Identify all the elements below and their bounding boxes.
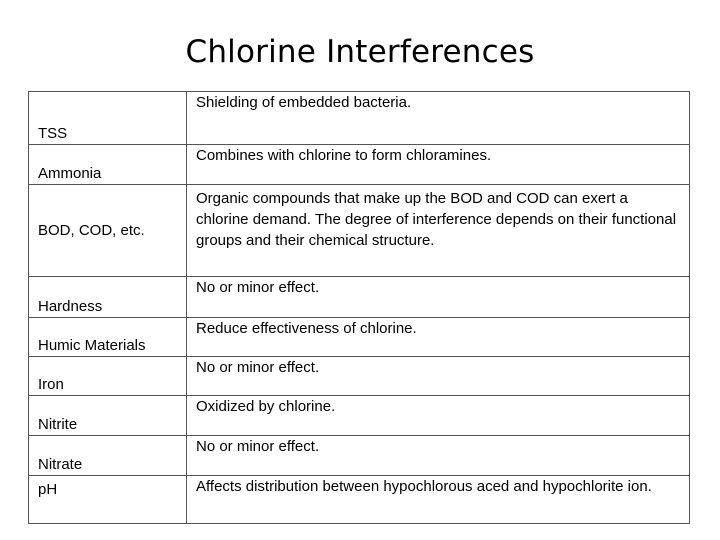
table-row	[29, 476, 690, 524]
table-row	[29, 436, 690, 476]
effect-cell: Oxidized by chlorine.	[187, 396, 690, 436]
substance-cell: pH	[29, 476, 187, 524]
interference-table	[28, 91, 690, 524]
table-row	[29, 277, 690, 318]
substance-cell: Nitrate	[29, 436, 187, 476]
table-row	[29, 318, 690, 357]
table-row	[29, 145, 690, 185]
table-row	[29, 185, 690, 277]
effect-cell: No or minor effect.	[187, 436, 690, 476]
effect-cell: Affects distribution between hypochlorous aced and hypochlorite ion.	[187, 476, 690, 524]
substance-cell: Ammonia	[29, 145, 187, 185]
effect-cell: Organic compounds that make up the BOD and COD can exert a chlorine demand. The degree of interference depends on their functional groups and their chemical structure.	[187, 185, 690, 277]
effect-cell: Shielding of embedded bacteria.	[187, 92, 690, 145]
effect-cell: Combines with chlorine to form chloramines.	[187, 145, 690, 185]
slide-title: Chlorine Interferences	[185, 34, 535, 70]
table-row	[29, 396, 690, 436]
substance-cell: Humic Materials	[29, 318, 187, 357]
table-row	[29, 92, 690, 145]
substance-cell: TSS	[29, 92, 187, 145]
table-row	[29, 357, 690, 396]
effect-cell: No or minor effect.	[187, 357, 690, 396]
effect-cell: No or minor effect.	[187, 277, 690, 318]
substance-cell: Hardness	[29, 277, 187, 318]
effect-cell: Reduce effectiveness of chlorine.	[187, 318, 690, 357]
substance-cell: BOD, COD, etc.	[29, 185, 187, 277]
substance-cell: Nitrite	[29, 396, 187, 436]
substance-cell: Iron	[29, 357, 187, 396]
